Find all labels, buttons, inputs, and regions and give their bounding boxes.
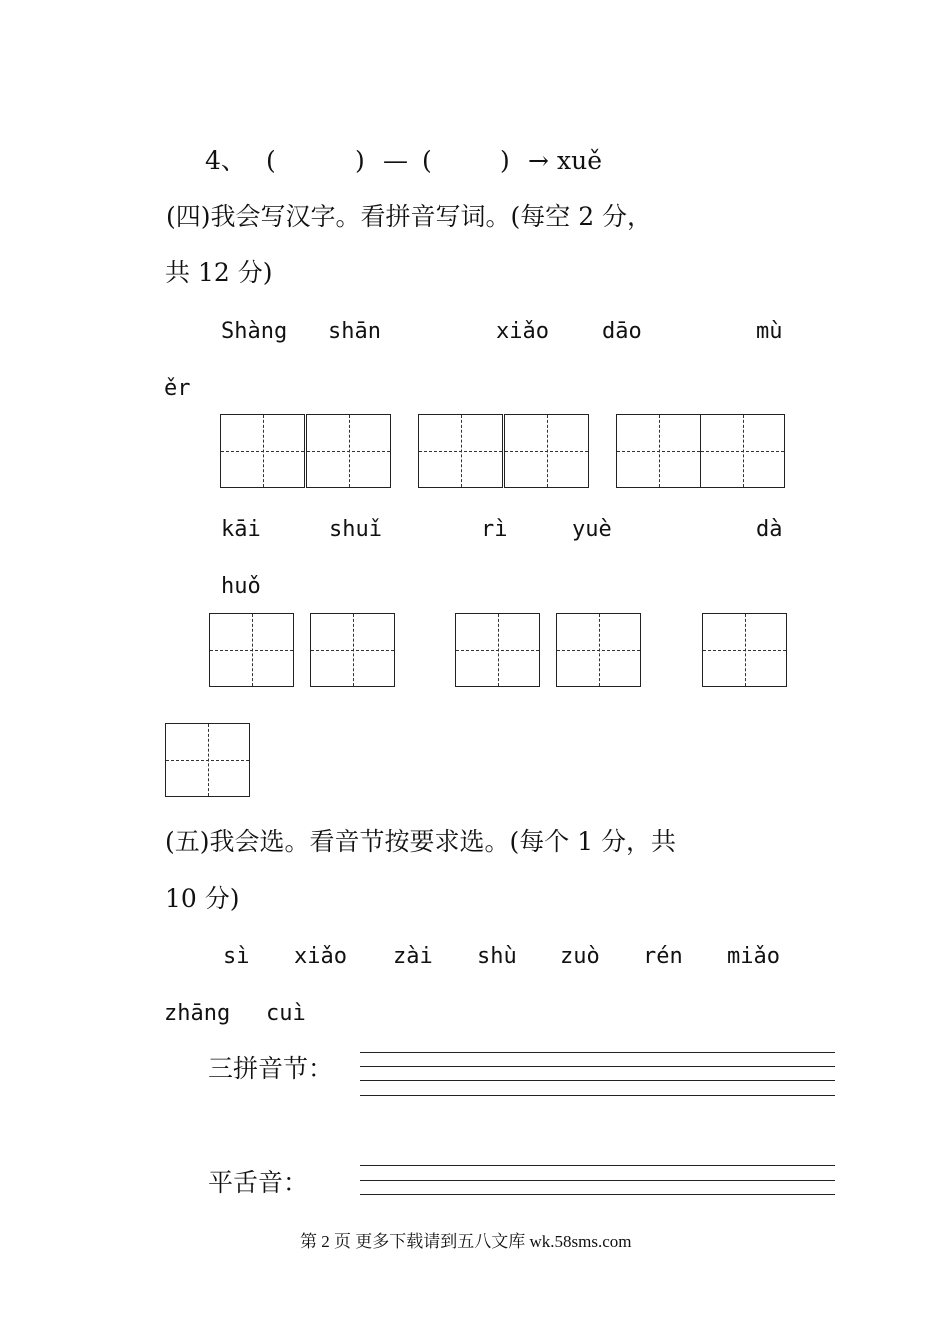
close-paren-2: )	[500, 146, 510, 175]
writing-box[interactable]	[556, 613, 641, 687]
pinyin: ěr	[164, 376, 191, 401]
syllable: cuì	[266, 1001, 306, 1026]
pinyin: Shàng	[221, 319, 288, 344]
writing-box[interactable]	[209, 613, 294, 687]
writing-box[interactable]	[418, 414, 503, 488]
answer-pinyin: xuě	[557, 146, 602, 175]
syllable: zhāng	[164, 1001, 231, 1026]
answer-line[interactable]	[360, 1194, 835, 1195]
writing-box[interactable]	[455, 613, 540, 687]
syllable: shù	[477, 944, 517, 969]
syllable: zài	[393, 944, 433, 969]
answer-line[interactable]	[360, 1052, 835, 1053]
answer-line[interactable]	[360, 1095, 835, 1096]
answer-line[interactable]	[360, 1066, 835, 1067]
item-number: 4、	[205, 146, 246, 175]
pinyin: shuǐ	[329, 517, 382, 542]
writing-box[interactable]	[310, 613, 395, 687]
syllable: sì	[223, 944, 250, 969]
syllable: zuò	[560, 944, 600, 969]
pinyin: rì	[481, 517, 508, 542]
answer-line[interactable]	[360, 1165, 835, 1166]
pinyin: kāi	[221, 517, 261, 542]
section4-title-line2: 共 12 分)	[165, 258, 273, 287]
syllable: miǎo	[727, 944, 780, 969]
answer-line[interactable]	[360, 1180, 835, 1181]
pinyin: dāo	[602, 319, 642, 344]
section4-title-line1: (四)我会写汉字。看拼音写词。(每空 2 分，	[166, 202, 653, 231]
open-paren-1: (	[266, 146, 276, 175]
pinyin: dà	[756, 517, 783, 542]
section5-title-line1: (五)我会选。看音节按要求选。(每个 1 分，共	[165, 827, 677, 856]
pinyin: huǒ	[221, 574, 261, 599]
syllable: rén	[643, 944, 683, 969]
pinyin: xiǎo	[496, 319, 549, 344]
label-flat-tongue-sound: 平舌音：	[208, 1168, 309, 1197]
writing-box[interactable]	[702, 613, 787, 687]
syllable: xiǎo	[294, 944, 347, 969]
page-footer: 第 2 页 更多下载请到五八文库 wk.58sms.com	[300, 1232, 632, 1251]
writing-box[interactable]	[306, 414, 391, 488]
pinyin: shān	[328, 319, 381, 344]
answer-line[interactable]	[360, 1080, 835, 1081]
label-three-part-syllable: 三拼音节：	[208, 1054, 334, 1083]
writing-box[interactable]	[165, 723, 250, 797]
dash: —	[383, 146, 408, 175]
writing-box[interactable]	[616, 414, 701, 488]
writing-box[interactable]	[700, 414, 785, 488]
writing-box[interactable]	[220, 414, 305, 488]
writing-box[interactable]	[504, 414, 589, 488]
arrow-icon: →	[528, 146, 549, 175]
section5-title-line2: 10 分)	[165, 884, 240, 913]
pinyin: yuè	[572, 517, 612, 542]
pinyin: mù	[756, 319, 783, 344]
close-paren-1: )	[355, 146, 365, 175]
open-paren-2: (	[422, 146, 432, 175]
